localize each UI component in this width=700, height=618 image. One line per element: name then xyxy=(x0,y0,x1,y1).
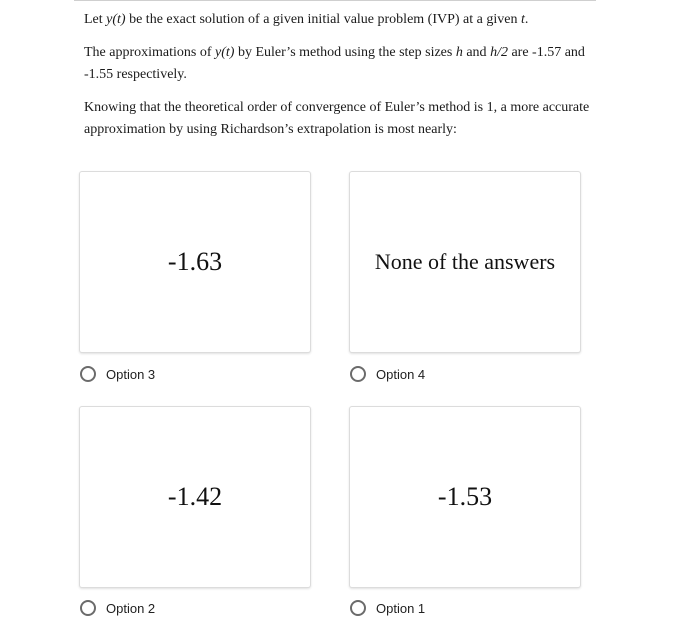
q2-text-d: are -1.57 and -1.55 respectively. xyxy=(84,45,585,82)
radio-circle-icon[interactable] xyxy=(350,366,366,382)
q2-text-c: and xyxy=(462,45,491,60)
option-2-label: Option 2 xyxy=(106,600,156,616)
option-card-4[interactable] xyxy=(349,171,581,353)
option-4-radio[interactable] xyxy=(350,364,425,384)
q2-text-b: by Euler’s method using the step sizes xyxy=(234,45,456,60)
option-card-2-text: -1.42 xyxy=(167,482,223,511)
option-2-radio[interactable] xyxy=(80,598,155,618)
option-card-2[interactable] xyxy=(79,406,311,588)
q1-text-a: Let xyxy=(84,12,107,27)
option-3-radio[interactable] xyxy=(80,364,155,384)
option-4-label: Option 4 xyxy=(376,366,426,382)
option-1-radio[interactable] xyxy=(350,598,425,618)
question-text xyxy=(84,9,594,141)
option-card-1-text: -1.53 xyxy=(437,482,493,511)
q1-var-t: t xyxy=(520,12,525,27)
option-3-label: Option 3 xyxy=(106,366,156,382)
q2-var-h: h xyxy=(455,45,463,60)
option-card-1[interactable] xyxy=(349,406,581,588)
option-1-label: Option 1 xyxy=(376,600,426,616)
option-card-3-text: -1.63 xyxy=(167,247,223,276)
radio-circle-icon[interactable] xyxy=(350,600,366,616)
question-paragraph-3: Knowing that the theoretical order of convergence of Euler’s method is 1, a more accurate approximation by using Richardson’s extrapolation is most nearly: xyxy=(84,100,590,137)
radio-circle-icon[interactable] xyxy=(80,366,96,382)
q1-text-b: be the exact solution of a given initial value problem (IVP) at a given xyxy=(125,12,521,27)
question-paragraph-2 xyxy=(84,42,594,86)
q2-text-a: The approximations of xyxy=(84,45,216,60)
top-divider xyxy=(74,0,596,1)
question-paragraph-1 xyxy=(84,9,594,31)
radio-circle-icon[interactable] xyxy=(80,600,96,616)
q1-text-c: . xyxy=(524,12,529,27)
q2-var-h2: h/2 xyxy=(490,45,508,60)
q2-var-y: y(t) xyxy=(215,45,235,60)
option-card-3[interactable] xyxy=(79,171,311,353)
option-card-4-text: None of the answers xyxy=(374,249,556,274)
q1-var-y: y(t) xyxy=(106,12,126,27)
